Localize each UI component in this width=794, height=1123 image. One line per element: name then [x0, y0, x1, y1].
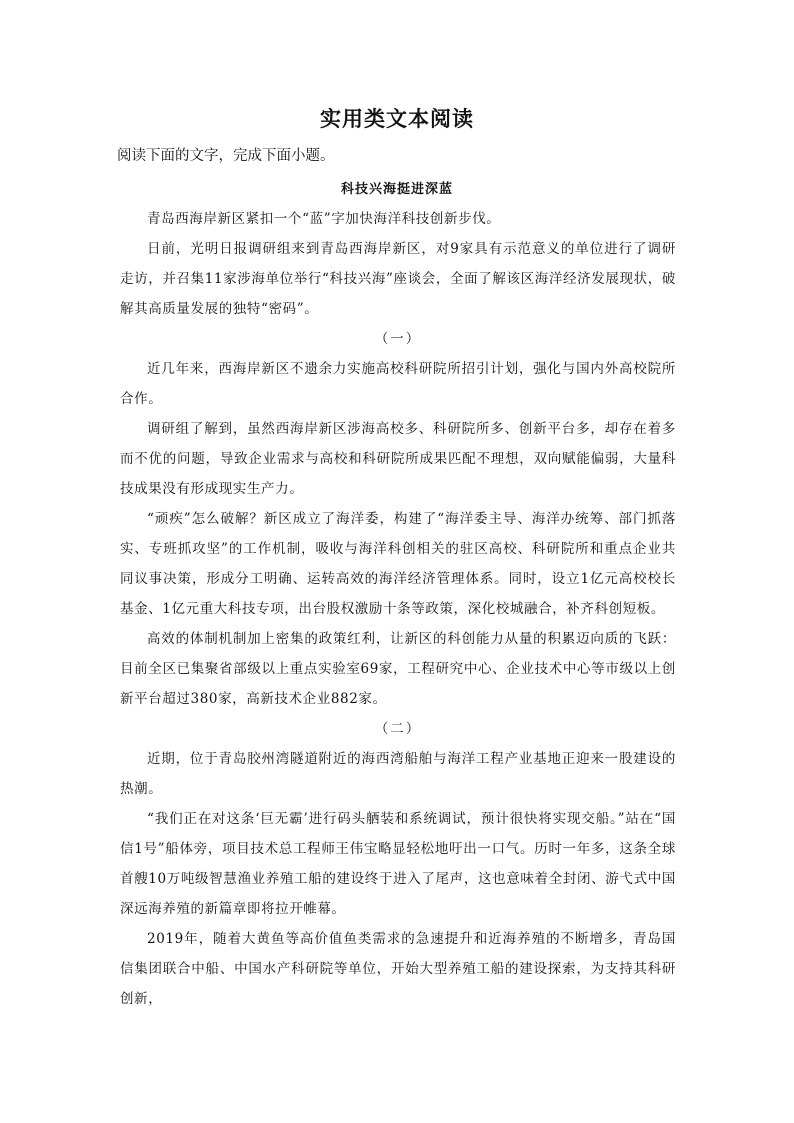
paragraph: 近期，位于青岛胶州湾隧道附近的海西湾船舶与海洋工程产业基地正迎来一股建设的热潮。	[120, 751, 676, 797]
paragraph: 调研组了解到，虽然西海岸新区涉海高校多、科研院所多、创新平台多，却存在着多而不优的问题，导致企业需求与高校和科研院所成果匹配不理想，双向赋能偏弱，大量科技成果没有形成现实生产力。	[120, 421, 676, 497]
paragraph: “顽疾”怎么破解？新区成立了海洋委，构建了“海洋委主导、海洋办统筹、部门抓落实、专班抓攻坚”的工作机制，吸收与海洋科创相关的驻区高校、科研院所和重点企业共同议事决策，形成分工明确、运转高效的海洋经济管理体系。同时，设立1亿元高校校长基金、1亿元重大科技专项，出台股权激励十条等政策，深化校城融合，补齐科创短板。	[120, 511, 676, 617]
article-body	[120, 204, 676, 1014]
instruction-text: 阅读下面的文字，完成下面小题。	[117, 148, 335, 164]
paragraph: 高效的体制机制加上密集的政策红利，让新区的科创能力从量的积累迈向质的飞跃：目前全区已集聚省部级以上重点实验室69家，工程研究中心、企业技术中心等市级以上创新平台超过380家，高新技术企业882家。	[120, 631, 676, 707]
article-heading: 科技兴海挺进深蓝	[340, 182, 453, 197]
section-label: （一）	[374, 331, 422, 347]
paragraph: 日前，光明日报调研组来到青岛西海岸新区，对9家具有示范意义的单位进行了调研走访，并召集11家涉海单位举行“科技兴海”座谈会，全面了解该区海洋经济发展现状，破解其高质量发展的独特“密码”。	[120, 241, 676, 317]
section-label: （二）	[374, 721, 422, 737]
paragraph: 2019年，随着大黄鱼等高价值鱼类需求的急速提升和近海养殖的不断增多，青岛国信集团联合中船、中国水产科研院等单位，开始大型养殖工船的建设探索，为支持其科研创新，	[120, 931, 676, 1007]
page-title: 实用类文本阅读	[320, 107, 474, 131]
paragraph: 青岛西海岸新区紧扣一个“蓝”字加快海洋科技创新步伐。	[147, 211, 501, 227]
paragraph: “我们正在对这条‘巨无霸’进行码头舾装和系统调试，预计很快将实现交船。”站在“国信1号”船体旁，项目技术总工程师王伟宝略显轻松地吁出一口气。历时一年多，这条全球首艘10万吨级智慧渔业养殖工船的建设终于进入了尾声，这也意味着全封闭、游弋式中国深远海养殖的新篇章即将拉开帷幕。	[120, 811, 676, 917]
paragraph: 近几年来，西海岸新区不遗余力实施高校科研院所招引计划，强化与国内外高校院所合作。	[120, 361, 676, 407]
